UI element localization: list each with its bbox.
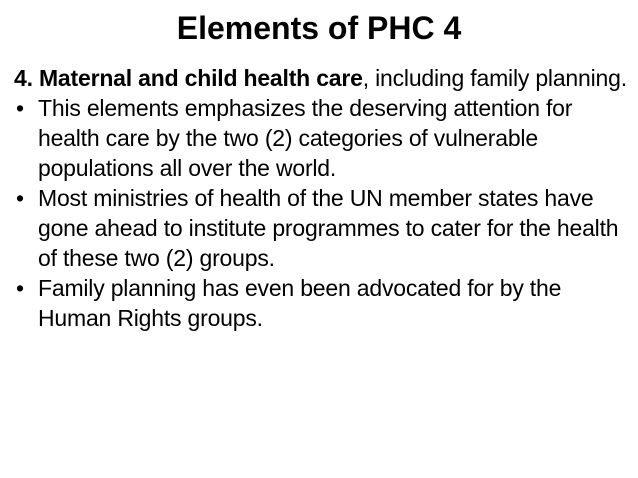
bullet-marker: •	[16, 275, 24, 301]
bullet-marker: •	[16, 185, 24, 211]
bullet-marker: •	[16, 95, 24, 121]
intro-rest: , including family planning.	[362, 65, 627, 91]
slide-title: Elements of PHC 4	[176, 10, 462, 46]
bullet-text: Family planning has even been advocated for by the Human Rights groups.	[38, 275, 562, 331]
bullet-text: This elements emphasizes the deserving attention for health care by the two (2) categories of vulnerable populations all over the world.	[38, 95, 573, 181]
bullet-item	[14, 273, 630, 333]
bullet-list	[14, 93, 630, 333]
bullet-text: Most ministries of health of the UN member states have gone ahead to institute programmes to cater for the health of these two (2) groups.	[38, 185, 619, 271]
intro-heading: 4. Maternal and child health care	[14, 65, 363, 91]
intro-paragraph	[14, 63, 630, 93]
slide-body	[14, 63, 630, 333]
bullet-item	[14, 183, 630, 273]
bullet-item	[14, 93, 630, 183]
